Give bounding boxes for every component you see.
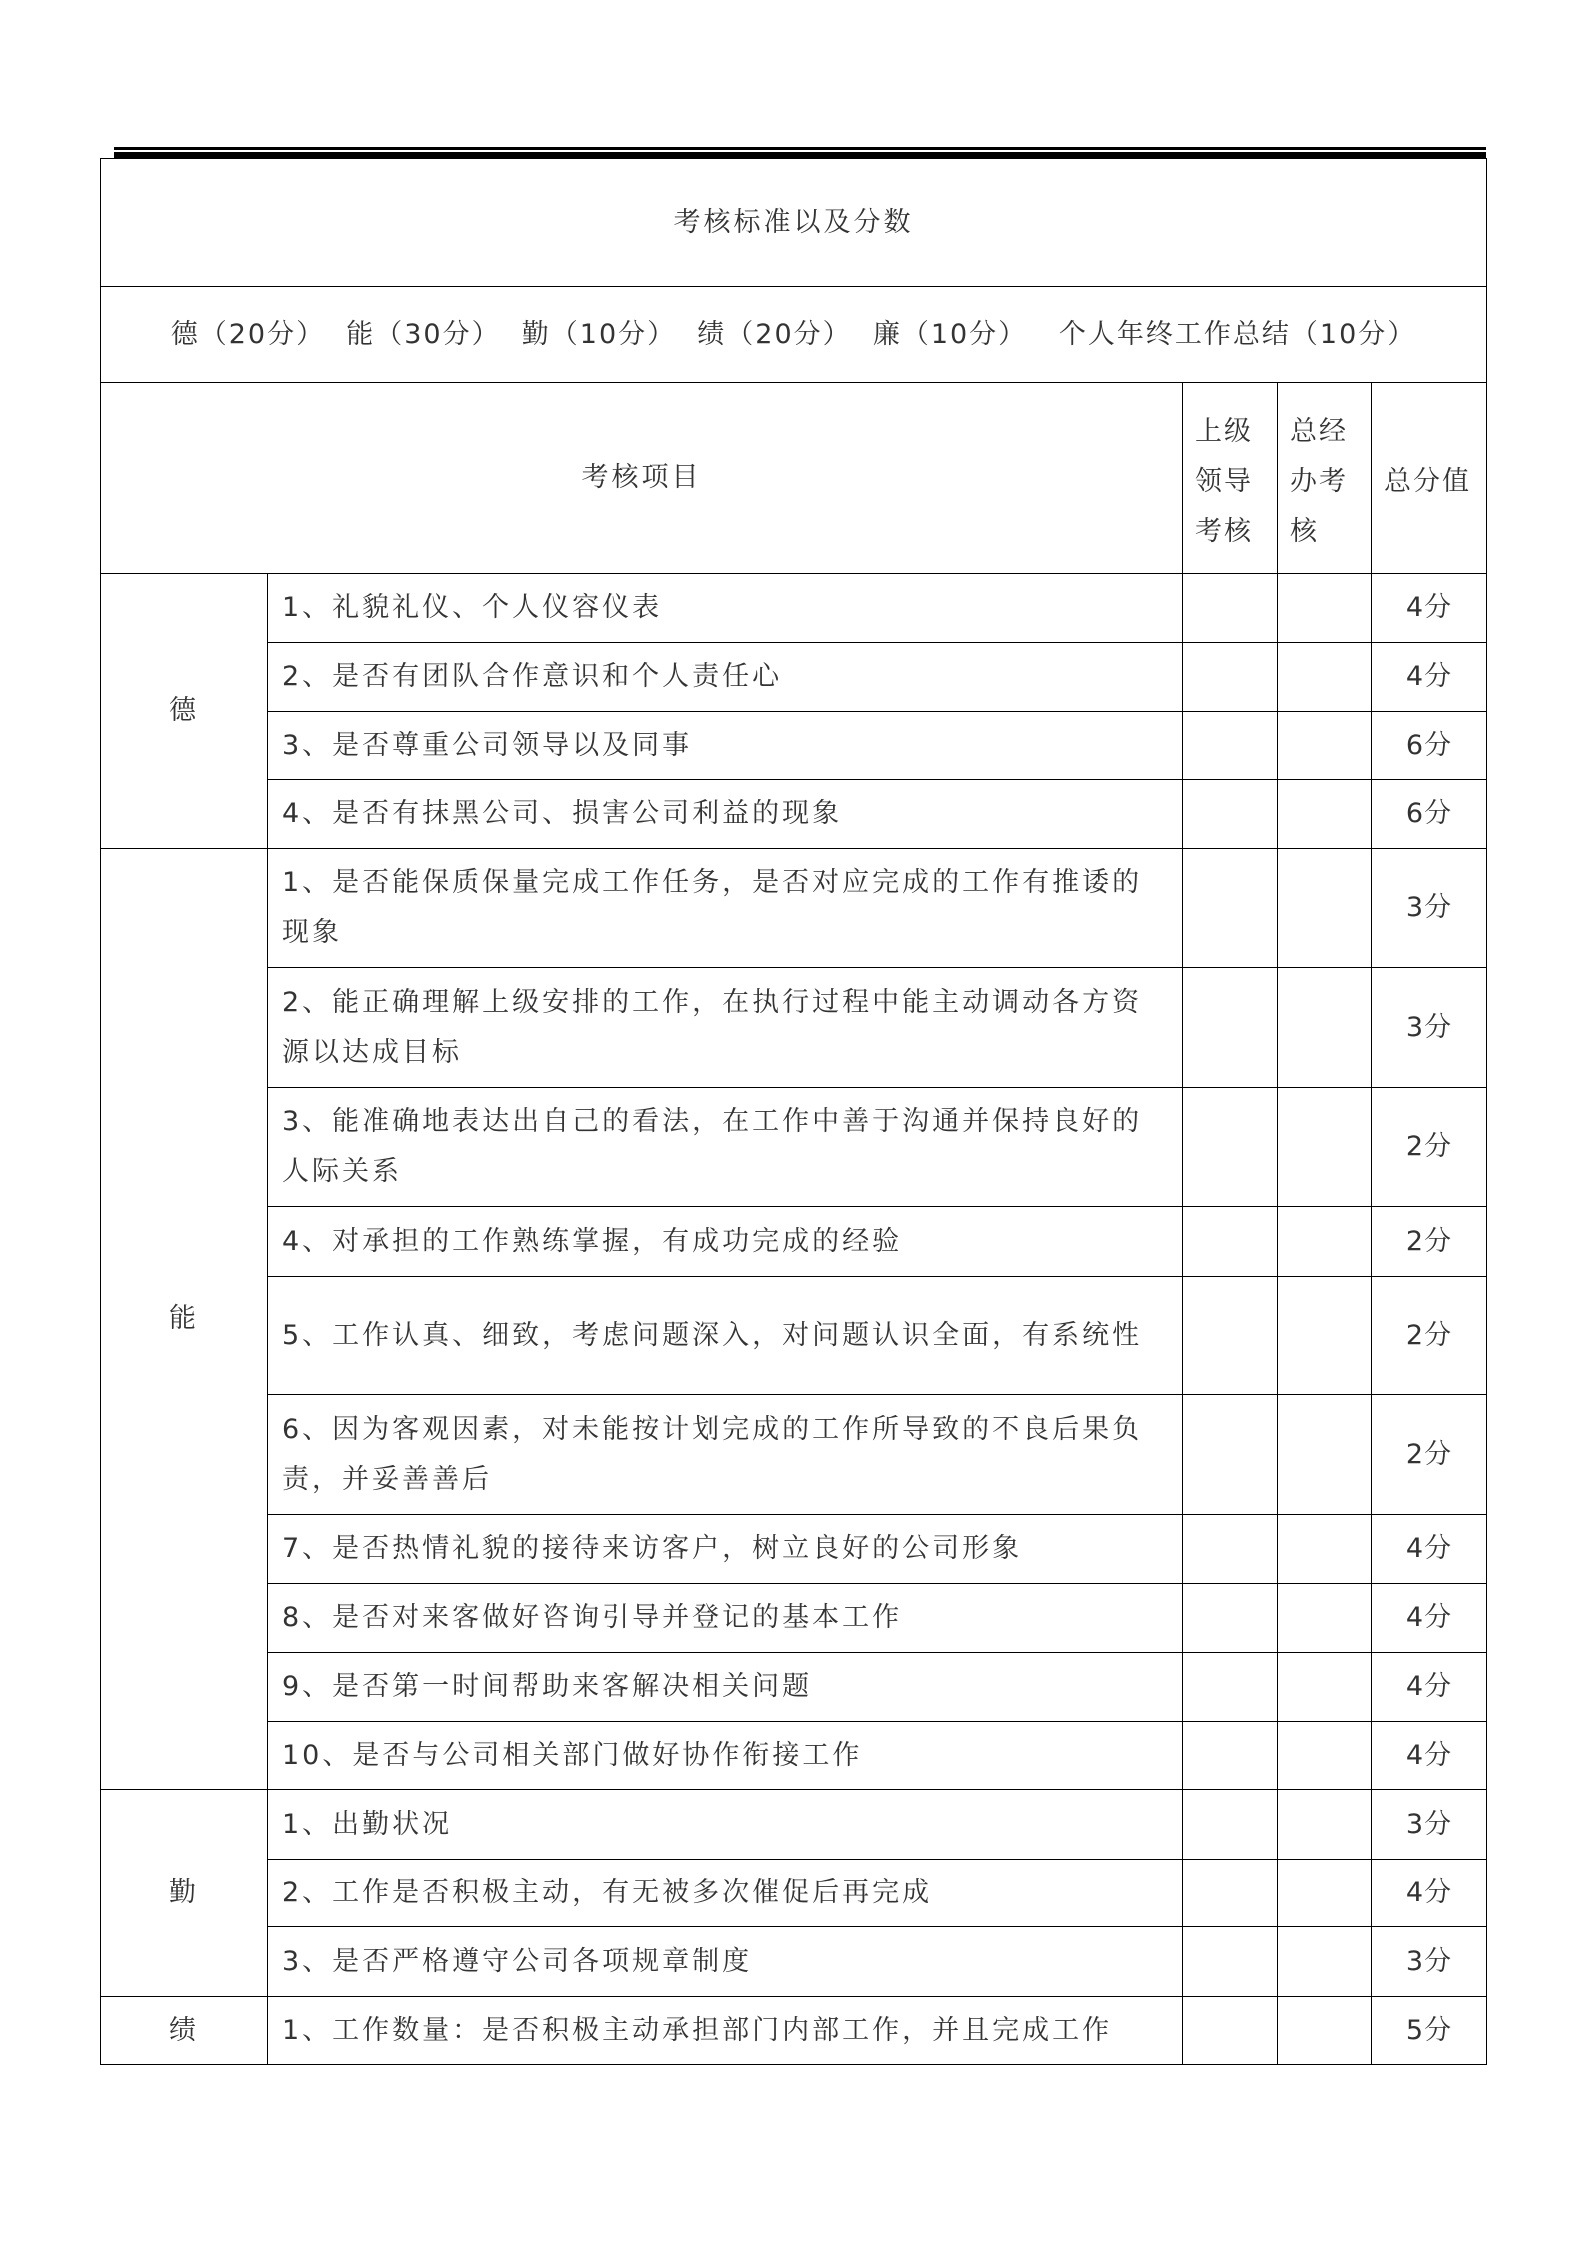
table-row <box>101 1395 1487 1515</box>
item-text: 1、出勤状况 <box>268 1790 1183 1860</box>
item-text: 6、因为客观因素，对未能按计划完成的工作所导致的不良后果负责，并妥善善后 <box>268 1395 1183 1515</box>
item-text: 5、工作认真、细致，考虑问题深入，对问题认识全面，有系统性 <box>268 1277 1183 1395</box>
header-total: 总分值 <box>1372 383 1487 574</box>
item-text: 1、礼貌礼仪、个人仪容仪表 <box>268 574 1183 643</box>
total-score: 4分 <box>1372 574 1487 643</box>
superior-score-cell[interactable] <box>1183 1722 1278 1790</box>
superior-score-cell[interactable] <box>1183 1515 1278 1584</box>
gm-office-score-cell[interactable] <box>1278 1207 1372 1277</box>
group-label: 德 <box>101 574 268 849</box>
item-text: 2、工作是否积极主动，有无被多次催促后再完成 <box>268 1860 1183 1927</box>
item-text: 7、是否热情礼貌的接待来访客户，树立良好的公司形象 <box>268 1515 1183 1584</box>
superior-score-cell[interactable] <box>1183 1088 1278 1207</box>
total-score: 2分 <box>1372 1395 1487 1515</box>
total-score: 3分 <box>1372 968 1487 1088</box>
item-text: 1、是否能保质保量完成工作任务，是否对应完成的工作有推诿的现象 <box>268 849 1183 968</box>
table-row <box>101 1860 1487 1927</box>
total-score: 6分 <box>1372 780 1487 849</box>
table-row <box>101 849 1487 968</box>
gm-office-score-cell[interactable] <box>1278 1584 1372 1653</box>
table-row <box>101 643 1487 712</box>
gm-office-score-cell[interactable] <box>1278 1860 1372 1927</box>
group-label: 能 <box>101 849 268 1790</box>
superior-score-cell[interactable] <box>1183 968 1278 1088</box>
superior-score-cell[interactable] <box>1183 1927 1278 1997</box>
gm-office-score-cell[interactable] <box>1278 643 1372 712</box>
table-row <box>101 1277 1487 1395</box>
table-row <box>101 1207 1487 1277</box>
table-row <box>101 1722 1487 1790</box>
header-gm-office: 总经办考核 <box>1278 383 1372 574</box>
total-score: 2分 <box>1372 1207 1487 1277</box>
gm-office-score-cell[interactable] <box>1278 1790 1372 1860</box>
gm-office-score-cell[interactable] <box>1278 712 1372 780</box>
criteria-line: 德（20分） 能（30分） 勤（10分） 绩（20分） 廉（10分） 个人年终工作总结（10分） <box>101 287 1487 383</box>
item-text: 3、是否尊重公司领导以及同事 <box>268 712 1183 780</box>
gm-office-score-cell[interactable] <box>1278 1927 1372 1997</box>
total-score: 4分 <box>1372 643 1487 712</box>
gm-office-score-cell[interactable] <box>1278 1997 1372 2065</box>
table-row <box>101 1584 1487 1653</box>
total-score: 4分 <box>1372 1515 1487 1584</box>
gm-office-score-cell[interactable] <box>1278 968 1372 1088</box>
total-score: 4分 <box>1372 1860 1487 1927</box>
gm-office-score-cell[interactable] <box>1278 780 1372 849</box>
item-text: 1、工作数量：是否积极主动承担部门内部工作，并且完成工作 <box>268 1997 1183 2065</box>
gm-office-score-cell[interactable] <box>1278 1395 1372 1515</box>
group-label: 勤 <box>101 1790 268 1997</box>
superior-score-cell[interactable] <box>1183 1207 1278 1277</box>
superior-score-cell[interactable] <box>1183 1653 1278 1722</box>
item-text: 10、是否与公司相关部门做好协作衔接工作 <box>268 1722 1183 1790</box>
total-score: 6分 <box>1372 712 1487 780</box>
header-item: 考核项目 <box>101 383 1183 574</box>
superior-score-cell[interactable] <box>1183 1277 1278 1395</box>
table-row <box>101 968 1487 1088</box>
total-score: 4分 <box>1372 1584 1487 1653</box>
item-text: 3、能准确地表达出自己的看法，在工作中善于沟通并保持良好的人际关系 <box>268 1088 1183 1207</box>
gm-office-score-cell[interactable] <box>1278 1515 1372 1584</box>
superior-score-cell[interactable] <box>1183 712 1278 780</box>
superior-score-cell[interactable] <box>1183 574 1278 643</box>
table-row <box>101 1997 1487 2065</box>
superior-score-cell[interactable] <box>1183 1790 1278 1860</box>
item-text: 9、是否第一时间帮助来客解决相关问题 <box>268 1653 1183 1722</box>
superior-score-cell[interactable] <box>1183 849 1278 968</box>
table-row <box>101 1653 1487 1722</box>
item-text: 4、对承担的工作熟练掌握，有成功完成的经验 <box>268 1207 1183 1277</box>
superior-score-cell[interactable] <box>1183 1584 1278 1653</box>
gm-office-score-cell[interactable] <box>1278 1722 1372 1790</box>
total-score: 3分 <box>1372 849 1487 968</box>
gm-office-score-cell[interactable] <box>1278 1088 1372 1207</box>
top-rule-thin <box>114 147 1486 150</box>
superior-score-cell[interactable] <box>1183 1997 1278 2065</box>
total-score: 3分 <box>1372 1790 1487 1860</box>
table-row <box>101 780 1487 849</box>
superior-score-cell[interactable] <box>1183 1860 1278 1927</box>
table-row <box>101 1515 1487 1584</box>
table-row <box>101 574 1487 643</box>
table-title: 考核标准以及分数 <box>101 159 1487 287</box>
superior-score-cell[interactable] <box>1183 780 1278 849</box>
superior-score-cell[interactable] <box>1183 643 1278 712</box>
item-text: 2、能正确理解上级安排的工作，在执行过程中能主动调动各方资源以达成目标 <box>268 968 1183 1088</box>
table-row <box>101 712 1487 780</box>
header-superior: 上级领导考核 <box>1183 383 1278 574</box>
total-score: 2分 <box>1372 1088 1487 1207</box>
item-text: 2、是否有团队合作意识和个人责任心 <box>268 643 1183 712</box>
item-text: 8、是否对来客做好咨询引导并登记的基本工作 <box>268 1584 1183 1653</box>
total-score: 4分 <box>1372 1722 1487 1790</box>
assessment-table <box>100 158 1487 2065</box>
item-text: 4、是否有抹黑公司、损害公司利益的现象 <box>268 780 1183 849</box>
total-score: 4分 <box>1372 1653 1487 1722</box>
table-row <box>101 1927 1487 1997</box>
table-row <box>101 1088 1487 1207</box>
gm-office-score-cell[interactable] <box>1278 574 1372 643</box>
table-row <box>101 1790 1487 1860</box>
total-score: 3分 <box>1372 1927 1487 1997</box>
total-score: 5分 <box>1372 1997 1487 2065</box>
gm-office-score-cell[interactable] <box>1278 1277 1372 1395</box>
total-score: 2分 <box>1372 1277 1487 1395</box>
item-text: 3、是否严格遵守公司各项规章制度 <box>268 1927 1183 1997</box>
gm-office-score-cell[interactable] <box>1278 1653 1372 1722</box>
gm-office-score-cell[interactable] <box>1278 849 1372 968</box>
superior-score-cell[interactable] <box>1183 1395 1278 1515</box>
group-label: 绩 <box>101 1997 268 2065</box>
